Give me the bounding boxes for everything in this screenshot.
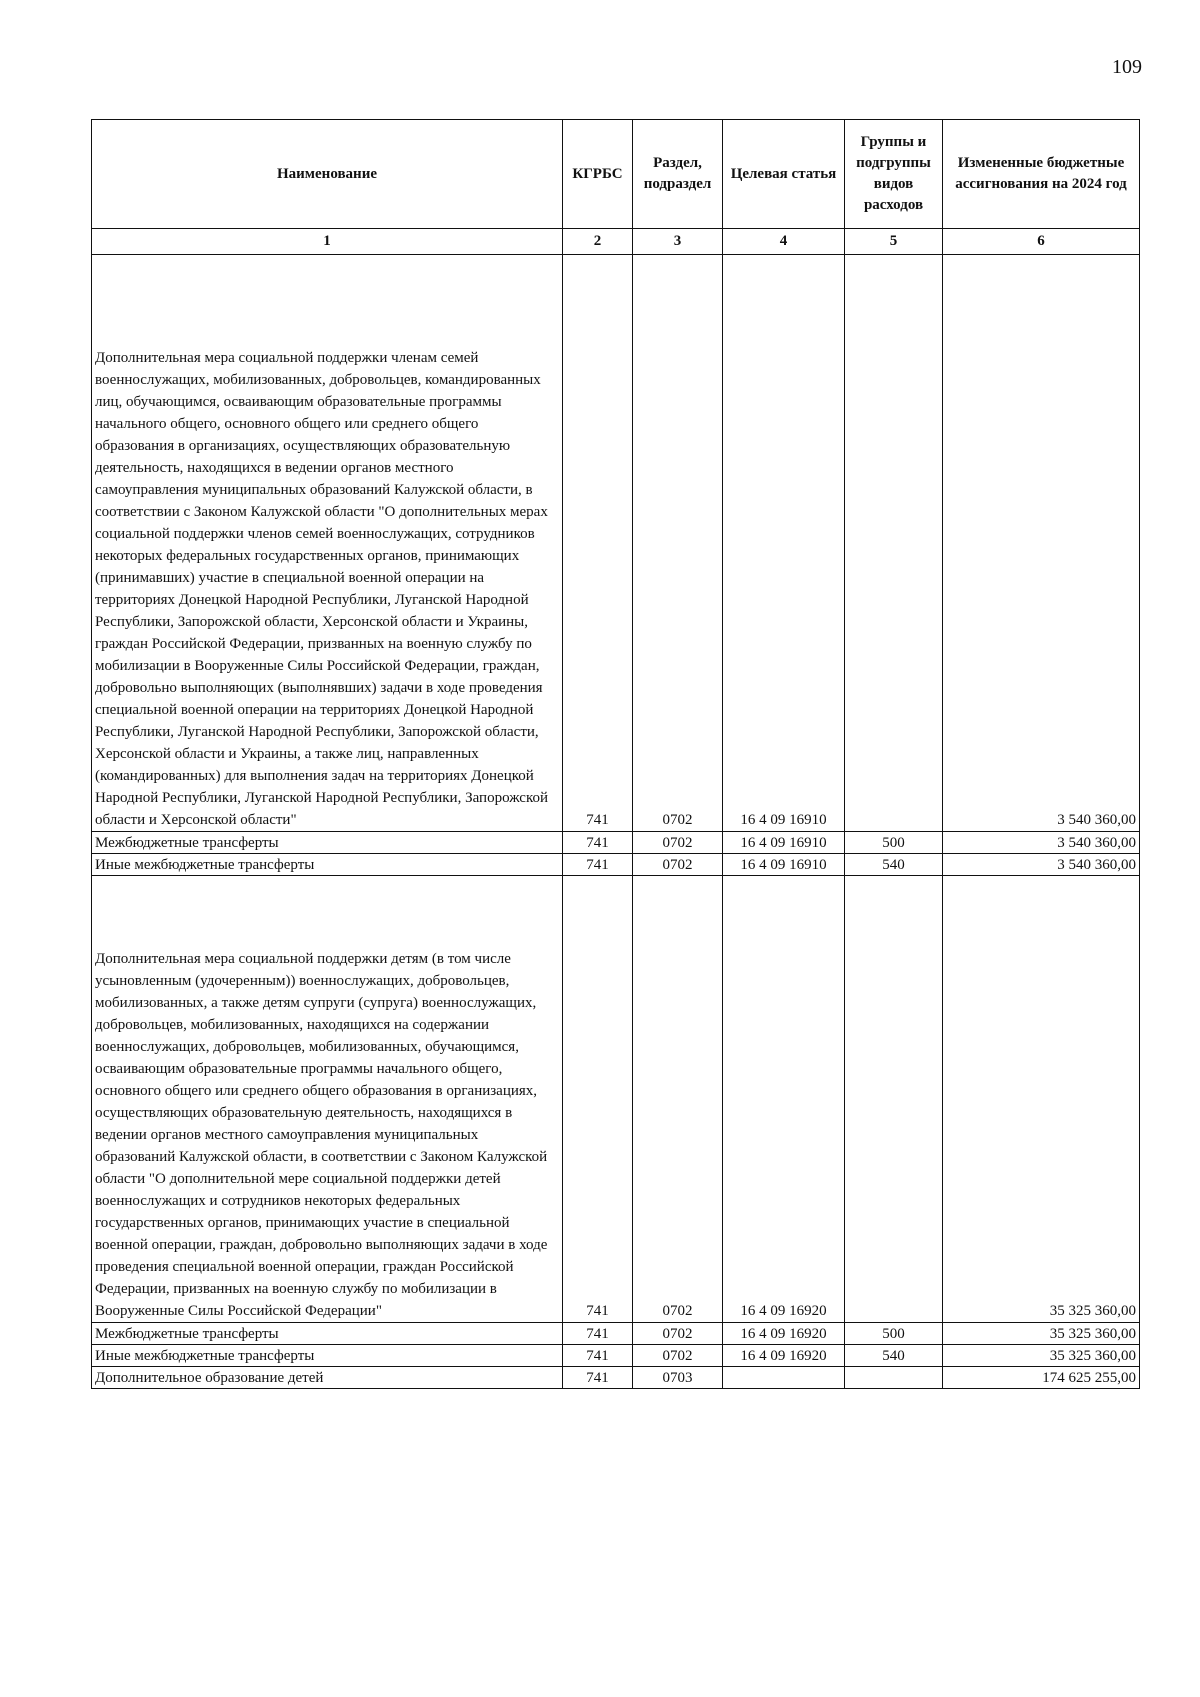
row-group: 500 (845, 832, 943, 854)
table-row (92, 832, 1140, 854)
budget-table (91, 119, 1140, 1389)
table-row (92, 876, 1140, 1323)
row-group: 540 (845, 854, 943, 876)
row-amount: 35 325 360,00 (943, 1345, 1140, 1367)
row-group (845, 255, 943, 832)
table-header-row (92, 120, 1140, 229)
row-group (845, 876, 943, 1323)
column-number-row (92, 229, 1140, 255)
header-expense-group: Группы и подгруппы видов расходов (845, 120, 943, 229)
row-amount: 3 540 360,00 (943, 255, 1140, 832)
header-amount: Измененные бюджетные ассигнования на 2024 год (943, 120, 1140, 229)
row-kgrbs: 741 (563, 1345, 633, 1367)
column-number: 5 (845, 229, 943, 255)
table-row (92, 255, 1140, 832)
row-section: 0702 (633, 1323, 723, 1345)
row-name: Межбюджетные трансферты (92, 832, 563, 854)
row-name: Дополнительное образование детей (92, 1367, 563, 1389)
row-kgrbs: 741 (563, 854, 633, 876)
row-section: 0702 (633, 854, 723, 876)
header-name: Наименование (92, 120, 563, 229)
row-target: 16 4 09 16920 (723, 1323, 845, 1345)
row-section: 0703 (633, 1367, 723, 1389)
row-kgrbs: 741 (563, 1367, 633, 1389)
row-kgrbs: 741 (563, 832, 633, 854)
row-kgrbs: 741 (563, 255, 633, 832)
row-amount: 3 540 360,00 (943, 854, 1140, 876)
header-kgrbs: КГРБС (563, 120, 633, 229)
table-row (92, 1345, 1140, 1367)
row-section: 0702 (633, 1345, 723, 1367)
column-number: 1 (92, 229, 563, 255)
row-name: Дополнительная мера социальной поддержки детям (в том числе усыновленным (удочеренным)) военнослужащих, добровольцев, мобилизованных, а также детям супруги (супруга) военнослужащих, добровольцев, мобилизованных, находящихся на содержании военнослужащих, добровольцев, мобилизованных, обучающимся, осваивающим образовательные программы начального общего, основного общего или среднего общего образования в организациях, осуществляющих образовательную деятельность, находящихся в ведении органов местного самоуправления муниципальных образований Калужской области, в соответствии с Законом Калужской области "О дополнительной мере социальной поддержки детей военнослужащих и сотрудников некоторых федеральных государственных органов, принимающих участие в специальной военной операции, граждан, добровольно выполняющих задачи в ходе проведения специальной военной операции, граждан Российской Федерации, призванных на военную службу по мобилизации в Вооруженные Силы Российской Федерации" (92, 876, 563, 1323)
row-amount: 174 625 255,00 (943, 1367, 1140, 1389)
column-number: 2 (563, 229, 633, 255)
row-target: 16 4 09 16910 (723, 255, 845, 832)
row-target: 16 4 09 16920 (723, 876, 845, 1323)
row-name: Дополнительная мера социальной поддержки членам семей военнослужащих, мобилизованных, добровольцев, командированных лиц, обучающимся, осваивающим образовательные программы начального общего, основного общего или среднего общего образования в организациях, осуществляющих образовательную деятельность, находящихся в ведении органов местного самоуправления муниципальных образований Калужской области, в соответствии с Законом Калужской области "О дополнительных мерах социальной поддержки членов семей военнослужащих, сотрудников некоторых федеральных государственных органов, принимающих (принимавших) участие в специальной военной операции на территориях Донецкой Народной Республики, Луганской Народной Республики, Запорожской области, Херсонской области и Украины, граждан Российской Федерации, призванных на военную службу по мобилизации в Вооруженные Силы Российской Федерации, граждан, добровольно выполняющих (выполнявших) задачи в ходе проведения специальной военной операции на территориях Донецкой Народной Республики, Луганской Народной Республики, Запорожской области, Херсонской области и Украины, а также лиц, направленных (командированных) для выполнения задач на территориях Донецкой Народной Республики, Луганской Народной Республики, Запорожской области и Херсонской области" (92, 255, 563, 832)
row-target: 16 4 09 16910 (723, 832, 845, 854)
row-amount: 35 325 360,00 (943, 876, 1140, 1323)
row-kgrbs: 741 (563, 1323, 633, 1345)
row-name: Иные межбюджетные трансферты (92, 1345, 563, 1367)
row-target (723, 1367, 845, 1389)
row-section: 0702 (633, 832, 723, 854)
row-name: Иные межбюджетные трансферты (92, 854, 563, 876)
row-target: 16 4 09 16920 (723, 1345, 845, 1367)
column-number: 6 (943, 229, 1140, 255)
row-amount: 35 325 360,00 (943, 1323, 1140, 1345)
row-kgrbs: 741 (563, 876, 633, 1323)
header-section: Раздел, подраздел (633, 120, 723, 229)
column-number: 4 (723, 229, 845, 255)
row-section: 0702 (633, 876, 723, 1323)
row-amount: 3 540 360,00 (943, 832, 1140, 854)
row-group (845, 1367, 943, 1389)
table-row (92, 854, 1140, 876)
table-row (92, 1367, 1140, 1389)
row-name: Межбюджетные трансферты (92, 1323, 563, 1345)
row-section: 0702 (633, 255, 723, 832)
page-number: 109 (1112, 56, 1142, 78)
row-group: 500 (845, 1323, 943, 1345)
row-target: 16 4 09 16910 (723, 854, 845, 876)
column-number: 3 (633, 229, 723, 255)
table-row (92, 1323, 1140, 1345)
header-target-article: Целевая статья (723, 120, 845, 229)
row-group: 540 (845, 1345, 943, 1367)
